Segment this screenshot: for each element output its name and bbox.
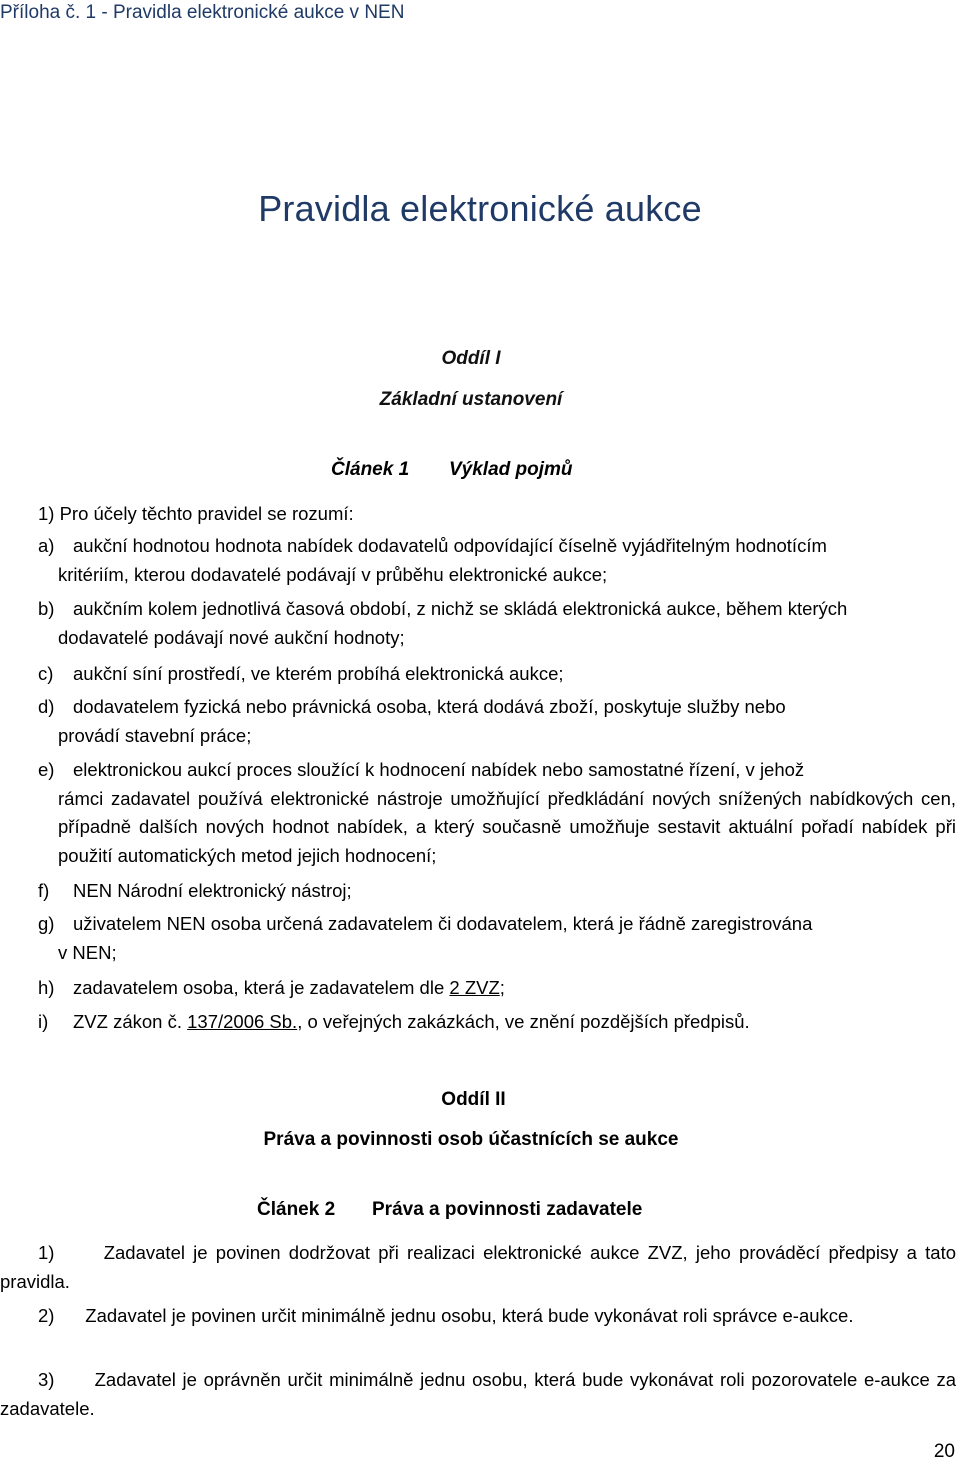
item-text-line1: ZVZ zákon č. <box>73 1011 182 1032</box>
item-marker: g) <box>38 913 55 934</box>
article-1-title: Výklad pojmů <box>449 459 573 480</box>
paragraph-text: Zadavatel je povinen dodržovat při realizaci elektronické aukce ZVZ, jeho prováděcí předpisy a tato pravidla. <box>0 1242 956 1292</box>
article-1-intro: 1) Pro účely těchto pravidel se rozumí: <box>38 503 354 524</box>
definition-item-e <box>38 756 956 870</box>
paragraph-marker: 1) <box>38 1242 55 1263</box>
definition-item-g <box>38 910 956 967</box>
item-marker: a) <box>38 535 55 556</box>
definition-item-d <box>38 693 956 750</box>
article-1-number: Článek 1 <box>331 459 410 480</box>
item-marker: d) <box>38 696 55 717</box>
item-text-line1: zadavatelem osoba, která je zadavatelem dle <box>73 977 445 998</box>
paragraph-marker: 2) <box>38 1305 55 1326</box>
section-1-heading: Oddíl I <box>441 348 501 369</box>
law-number-link[interactable]: 137/2006 Sb. <box>187 1011 298 1032</box>
section-2-heading: Oddíl II <box>441 1089 506 1110</box>
item-text-line1: aukčním kolem jednotlivá časová období, z nichž se skládá elektronická aukce, během kterých <box>73 598 848 619</box>
paragraph-text: Zadavatel je oprávněn určit minimálně jednu osobu, která bude vykonávat roli pozorovatele e-aukce za zadavatele. <box>0 1369 956 1419</box>
item-text-rest: rámci zadavatel používá elektronické nástroje umožňující předkládání nových snížených nabídkových cen, případně dalších nových hodnot nabídek, a který současně umožňuje sestavit aktuální pořadí nabídek při použití automatických metod jejich hodnocení; <box>58 787 956 866</box>
definition-item-b <box>38 595 956 652</box>
law-section-link[interactable]: 2 ZVZ <box>449 977 500 998</box>
item-text-after: , o veřejných zakázkách, ve znění pozdějších předpisů. <box>297 1011 750 1032</box>
item-text-rest: kritériím, kterou dodavatelé podávají v průběhu elektronické aukce; <box>58 563 608 585</box>
article-2-paragraph-2 <box>0 1302 956 1331</box>
item-marker: i) <box>38 1011 49 1032</box>
item-text-line1: NEN Národní elektronický nástroj; <box>73 880 352 901</box>
item-text-rest: dodavatelé podávají nové aukční hodnoty; <box>58 626 405 648</box>
item-marker: c) <box>38 663 54 684</box>
definition-item-c <box>38 660 956 689</box>
item-marker: e) <box>38 759 55 780</box>
article-2-title: Práva a povinnosti zadavatele <box>372 1199 643 1220</box>
section-2-subheading: Práva a povinnosti osob účastnících se aukce <box>263 1129 679 1150</box>
definition-item-a <box>38 532 956 589</box>
item-text-line1: aukční hodnotou hodnota nabídek dodavatelů odpovídající číselně vyjádřitelným hodnotícím <box>73 535 827 556</box>
item-text-line1: aukční síní prostředí, ve kterém probíhá elektronická aukce; <box>73 663 564 684</box>
item-marker: h) <box>38 977 55 998</box>
item-text-line1: uživatelem NEN osoba určená zadavatelem či dodavatelem, která je řádně zaregistrována <box>73 913 813 934</box>
document-title: Pravidla elektronické aukce <box>258 188 702 229</box>
definition-item-h <box>38 974 956 1003</box>
article-2-number: Článek 2 <box>257 1199 336 1220</box>
item-marker: f) <box>38 880 50 901</box>
paragraph-marker: 3) <box>38 1369 55 1390</box>
item-text-line1: elektronickou aukcí proces sloužící k hodnocení nabídek nebo samostatné řízení, v jehož <box>73 759 805 780</box>
article-2-paragraph-3 <box>0 1366 956 1423</box>
paragraph-text: Zadavatel je povinen určit minimálně jednu osobu, která bude vykonávat roli správce e-aukce. <box>85 1305 854 1326</box>
page-number: 20 <box>933 1441 955 1462</box>
section-1-subheading: Základní ustanovení <box>379 389 563 410</box>
definition-item-f <box>38 877 956 906</box>
item-text-after: ; <box>499 977 505 998</box>
item-text-rest: v NEN; <box>58 941 117 963</box>
article-2-paragraph-1 <box>0 1239 956 1296</box>
item-text-rest: provádí stavební práce; <box>58 724 252 746</box>
item-text-line1: dodavatelem fyzická nebo právnická osoba, která dodává zboží, poskytuje služby nebo <box>73 696 786 717</box>
item-marker: b) <box>38 598 55 619</box>
definition-item-i <box>38 1008 956 1037</box>
page-header: Příloha č. 1 - Pravidla elektronické aukce v NEN <box>0 2 405 23</box>
